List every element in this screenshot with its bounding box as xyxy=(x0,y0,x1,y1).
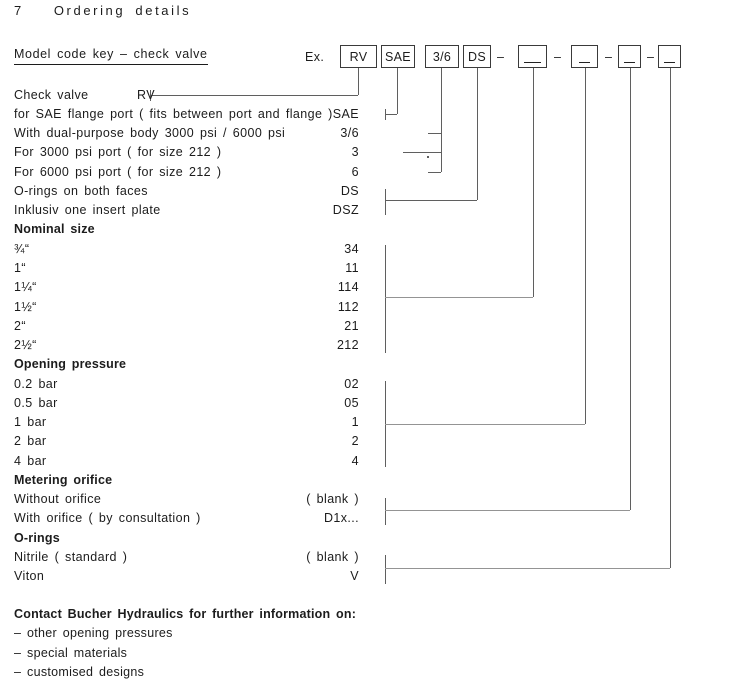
blank-underscore xyxy=(524,62,541,63)
row-code: 2 xyxy=(351,434,359,449)
blank-box-size xyxy=(518,45,547,68)
footer-item: – special materials xyxy=(14,645,128,660)
row-code: ( blank ) xyxy=(306,492,359,507)
row-label: 4 bar xyxy=(14,453,47,468)
row-code: 4 xyxy=(351,453,359,468)
blank-box-oring-material xyxy=(658,45,681,68)
size-group-line xyxy=(385,297,533,298)
model-code-row xyxy=(14,162,359,181)
model-code-row xyxy=(14,143,359,162)
row-label: O-rings xyxy=(14,530,60,545)
model-code-row xyxy=(14,490,359,509)
row-code: DSZ xyxy=(332,203,359,218)
section-title: Ordering details xyxy=(53,3,192,18)
row-code: 3/6 xyxy=(340,126,359,141)
model-code-row xyxy=(14,201,359,220)
ds-group-bracket-v xyxy=(385,189,386,215)
orifice-group-bracket-v xyxy=(385,498,386,525)
row-label: 0.5 bar xyxy=(14,395,58,410)
blank-box-pressure xyxy=(571,45,598,68)
code-box-sae: SAE xyxy=(381,45,415,68)
blank-underscore xyxy=(664,62,675,63)
orifice-group-line xyxy=(385,510,630,511)
section-heading xyxy=(14,3,191,18)
row-code: 3 xyxy=(351,145,359,160)
dash-separator: – xyxy=(605,50,613,64)
row-code: SAE xyxy=(332,106,359,121)
model-code-row xyxy=(14,85,359,104)
pressure-group-line xyxy=(385,424,585,425)
row-label: ¾“ xyxy=(14,241,30,256)
model-code-row xyxy=(14,374,359,393)
row-code: 6 xyxy=(351,164,359,179)
body-connector-v xyxy=(441,68,442,172)
row-label: 2“ xyxy=(14,318,26,333)
row-code: DS xyxy=(340,183,359,198)
footer-item: – customised designs xyxy=(14,665,145,680)
row-label: O-rings on both faces xyxy=(14,183,148,198)
dash-separator: – xyxy=(497,50,505,64)
model-code-row xyxy=(14,335,359,354)
footer-contact-block xyxy=(14,605,356,683)
oring-group-line xyxy=(385,568,670,569)
model-code-row xyxy=(14,258,359,277)
row-label: Without orifice xyxy=(14,492,102,507)
sae-row-line xyxy=(385,114,397,115)
footer-item: – other opening pressures xyxy=(14,626,173,641)
row-code: 02 xyxy=(344,376,359,391)
model-code-row xyxy=(14,432,359,451)
oring-material-connector-v xyxy=(670,68,671,568)
model-code-row xyxy=(14,451,359,470)
row-code: 212 xyxy=(336,338,359,353)
model-code-row xyxy=(14,316,359,335)
pressure-connector-v xyxy=(585,68,586,424)
size-group-bracket-v xyxy=(385,245,386,353)
model-code-key-heading: Model code key – check valve xyxy=(14,47,208,65)
row-code: D1x... xyxy=(323,511,359,526)
model-code-row xyxy=(14,104,359,123)
orifice-connector-v xyxy=(630,68,631,510)
model-code-row xyxy=(14,355,359,374)
example-label: Ex. xyxy=(305,50,325,64)
port3000-row-line xyxy=(403,152,441,153)
row-label: Check valve xyxy=(14,87,89,102)
body36-row-line xyxy=(428,133,441,134)
footer-heading: Contact Bucher Hydraulics for further information on: xyxy=(14,607,357,621)
model-code-row xyxy=(14,470,359,489)
footer-items xyxy=(14,624,356,682)
row-code: 34 xyxy=(344,241,359,256)
row-code: RV xyxy=(137,87,155,102)
row-label: With orifice ( by consultation ) xyxy=(14,511,201,526)
row-label: for SAE flange port ( fits between port and flange ) xyxy=(14,106,333,121)
row-label: Inklusiv one insert plate xyxy=(14,203,161,218)
row-code: ( blank ) xyxy=(306,550,359,564)
row-label: Opening pressure xyxy=(14,357,127,372)
code-box-body: 3/6 xyxy=(425,45,459,68)
oring-group-bracket-v xyxy=(385,555,386,584)
code-box-orings: DS xyxy=(463,45,491,68)
size-connector-v xyxy=(533,68,534,297)
port3000-dot xyxy=(427,156,429,158)
model-code-row xyxy=(14,509,359,528)
ds-group-line xyxy=(385,200,477,201)
model-code-row xyxy=(14,567,359,586)
code-box-rv: RV xyxy=(340,45,377,68)
model-code-row xyxy=(14,181,359,200)
row-label: 1“ xyxy=(14,261,26,276)
row-code: 112 xyxy=(337,299,359,314)
row-code: 11 xyxy=(345,261,359,276)
model-code-row xyxy=(14,278,359,297)
model-code-row xyxy=(14,297,359,316)
row-code: 21 xyxy=(344,318,359,333)
blank-box-orifice xyxy=(618,45,641,68)
model-code-row xyxy=(14,413,359,432)
row-label: Nominal size xyxy=(14,222,95,237)
row-label: For 6000 psi port ( for size 212 ) xyxy=(14,164,222,179)
model-code-rows xyxy=(14,85,359,586)
model-code-row xyxy=(14,239,359,258)
dash-separator: – xyxy=(647,50,655,64)
model-code-row xyxy=(14,547,359,566)
row-code: V xyxy=(350,569,359,584)
sae-connector-v xyxy=(397,68,398,114)
dash-separator: – xyxy=(554,50,562,64)
model-code-row xyxy=(14,528,359,547)
model-code-row xyxy=(14,124,359,143)
row-label: Nitrile ( standard ) xyxy=(14,550,128,564)
ds-connector-v xyxy=(477,68,478,200)
row-label: 2½“ xyxy=(14,338,37,353)
row-label: 2 bar xyxy=(14,434,47,449)
row-label: Metering orifice xyxy=(14,472,113,487)
row-code: 114 xyxy=(337,280,359,295)
model-code-row xyxy=(14,393,359,412)
section-number: 7 xyxy=(14,3,24,18)
port6000-row-line xyxy=(428,172,441,173)
blank-underscore xyxy=(624,62,635,63)
row-label: 0.2 bar xyxy=(14,376,58,391)
row-label: 1 bar xyxy=(14,415,47,430)
row-label: With dual-purpose body 3000 psi / 6000 psi xyxy=(14,126,286,141)
row-label: 1¼“ xyxy=(14,280,37,295)
model-code-row xyxy=(14,220,359,239)
row-label: 1½“ xyxy=(14,299,37,314)
row-code: 05 xyxy=(344,395,359,410)
blank-underscore xyxy=(579,62,590,63)
row-code: 1 xyxy=(351,415,359,430)
row-label: For 3000 psi port ( for size 212 ) xyxy=(14,145,222,160)
row-label: Viton xyxy=(14,569,45,584)
